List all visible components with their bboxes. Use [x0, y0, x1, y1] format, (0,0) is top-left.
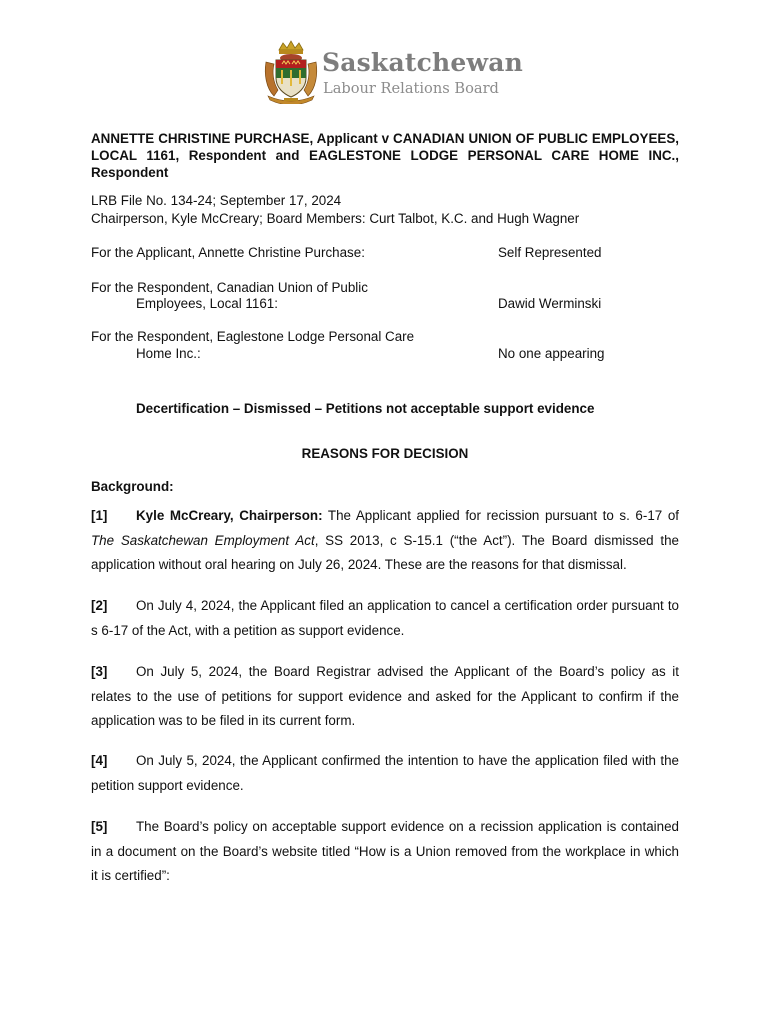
paragraph-number: [5]: [91, 819, 108, 834]
background-heading: Background:: [91, 479, 174, 494]
paragraph-text: On July 4, 2024, the Applicant filed an application to cancel a certification order pursuant to s 6-17 of the Act, with a petition as support evidence.: [91, 598, 679, 638]
appearance-representative: Dawid Werminski: [498, 296, 602, 311]
paragraph-number: [4]: [91, 753, 108, 768]
headnote: Decertification – Dismissed – Petitions not acceptable support evidence: [136, 401, 595, 416]
paragraph-number: [2]: [91, 598, 108, 613]
logo-subtitle: Labour Relations Board: [323, 80, 499, 97]
paragraph-text: The Applicant applied for recission pursuant to s. 6-17 of: [322, 508, 679, 523]
statute-title: The Saskatchewan Employment Act: [91, 532, 315, 548]
paragraph-2: [91, 594, 679, 643]
reasons-heading: REASONS FOR DECISION: [301, 446, 469, 461]
paragraph-3: [91, 660, 679, 734]
paragraph-4: [91, 749, 679, 798]
appearance-label: For the Applicant, Annette Christine Purchase:: [91, 245, 365, 260]
appearance-label: For the Respondent, Eaglestone Lodge Personal Care: [91, 329, 415, 344]
appearance-representative: Self Represented: [498, 245, 602, 260]
paragraph-number: [3]: [91, 664, 108, 679]
appearance-representative: No one appearing: [498, 346, 605, 361]
paragraph-number: [1]: [91, 508, 108, 523]
paragraph-text: , SS 2013, c S-15.1 (“the Act”). The Board dismissed the application without oral hearing on July 26, 2024. These are the reasons for that dismissal.: [91, 532, 679, 572]
appearance-label: For the Respondent, Canadian Union of Public: [91, 280, 368, 295]
saskatchewan-crest-icon: [262, 40, 320, 104]
appearance-label-continued: Home Inc.:: [136, 346, 201, 361]
appearance-label-continued: Employees, Local 1161:: [136, 296, 278, 311]
case-caption: ANNETTE CHRISTINE PURCHASE, Applicant v CANADIAN UNION OF PUBLIC EMPLOYEES, LOCAL 1161, Respondent and EAGLESTONE LODGE PERSONAL CARE HOME INC., Respondent: [91, 131, 679, 180]
panel-line: Chairperson, Kyle McCreary; Board Members: Curt Talbot, K.C. and Hugh Wagner: [91, 211, 580, 226]
file-number-line: LRB File No. 134-24; September 17, 2024: [91, 193, 342, 208]
speaker-name: Kyle McCreary, Chairperson:: [136, 508, 323, 523]
paragraph-text: On July 5, 2024, the Board Registrar advised the Applicant of the Board’s policy as it relates to the use of petitions for support evidence and asked for the Applicant to confirm if the application was to be filed in its current form.: [91, 664, 679, 728]
paragraph-text: The Board’s policy on acceptable support evidence on a recission application is contained in a document on the Board’s website titled “How is a Union removed from the workplace in which it is certified”:: [91, 819, 679, 883]
paragraph-5: [91, 815, 679, 889]
paragraph-text: On July 5, 2024, the Applicant confirmed the intention to have the application filed with the petition support evidence.: [91, 753, 679, 793]
board-logo: [262, 36, 523, 108]
logo-title: Saskatchewan: [322, 48, 523, 77]
paragraph-1: [91, 504, 679, 578]
